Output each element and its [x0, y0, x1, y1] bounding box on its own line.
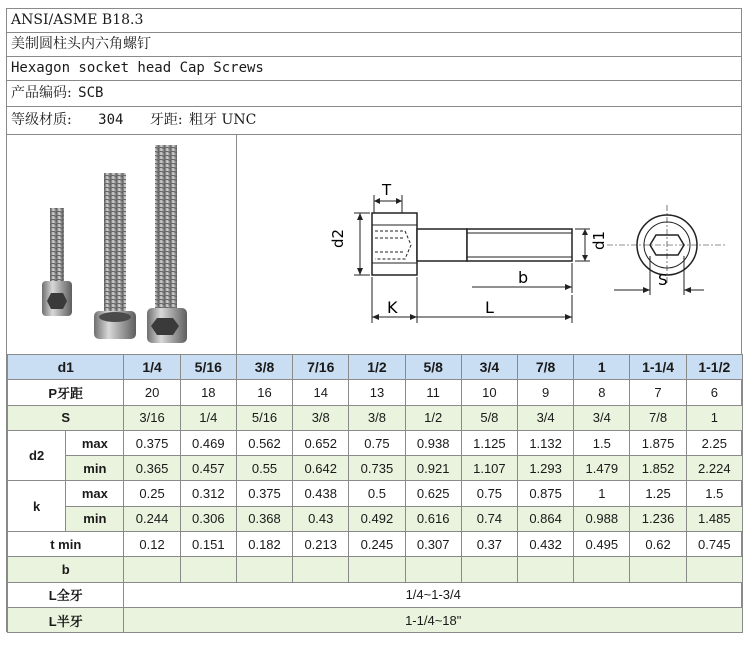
t-min-cell: 0.307: [405, 532, 461, 557]
row-label-d1: d1: [8, 355, 124, 380]
k-max-cell: 0.875: [518, 481, 574, 506]
row-label-d2: d2: [8, 430, 66, 481]
thread-outline: [467, 229, 572, 261]
b-cell: [574, 557, 630, 582]
s-cell: 3/4: [518, 405, 574, 430]
dim-T-label: T: [382, 181, 392, 199]
pitch-cell: 6: [686, 380, 742, 405]
grade-value: 304: [98, 112, 124, 128]
t-min-cell: 0.432: [518, 532, 574, 557]
d2-max-cell: 1.132: [518, 430, 574, 455]
k-min-cell: 0.306: [180, 506, 236, 531]
pitch-cell: 18: [180, 380, 236, 405]
b-cell: [349, 557, 405, 582]
row-pitch: [8, 380, 743, 405]
head-outline: [372, 213, 417, 275]
spec-sheet: [6, 8, 742, 632]
sub-label-max: max: [66, 481, 124, 506]
k-max-cell: 0.25: [124, 481, 180, 506]
k-max-cell: 1.5: [686, 481, 742, 506]
d2-max-cell: 0.75: [349, 430, 405, 455]
dim-d2-label: d2: [329, 228, 347, 248]
row-l-full: [8, 582, 743, 607]
image-divider: [236, 135, 237, 355]
size-cell: 7/16: [293, 355, 349, 380]
row-l-half: [8, 607, 743, 632]
k-min-cell: 1.236: [630, 506, 686, 531]
sub-label-max: max: [66, 430, 124, 455]
row-k-min: [8, 506, 743, 531]
k-min-cell: 0.616: [405, 506, 461, 531]
t-min-cell: 0.495: [574, 532, 630, 557]
l-half-value: 1-1/4~18": [124, 607, 743, 632]
s-cell: 7/8: [630, 405, 686, 430]
screw-drawing: [242, 135, 737, 353]
d2-min-cell: 1.293: [518, 456, 574, 481]
pitch-cell: 9: [518, 380, 574, 405]
s-cell: 1: [686, 405, 742, 430]
d2-max-cell: 1.5: [574, 430, 630, 455]
row-k-max: [8, 481, 743, 506]
size-cell: 7/8: [518, 355, 574, 380]
b-cell: [293, 557, 349, 582]
t-min-cell: 0.745: [686, 532, 742, 557]
t-min-cell: 0.12: [124, 532, 180, 557]
d2-max-cell: 0.652: [293, 430, 349, 455]
l-full-value: 1/4~1-3/4: [124, 582, 743, 607]
b-cell: [461, 557, 517, 582]
pitch-cell: 16: [236, 380, 292, 405]
title-cn-text: 美制圆柱头内六角螺钉: [11, 36, 151, 52]
spec-table: [7, 354, 743, 633]
t-min-cell: 0.213: [293, 532, 349, 557]
row-label-l-half: L半牙: [8, 607, 124, 632]
code-value: SCB: [78, 85, 104, 101]
standard-row: [7, 9, 741, 33]
code-label: 产品编码:: [11, 85, 72, 101]
row-d1: [8, 355, 743, 380]
sub-label-min: min: [66, 456, 124, 481]
d2-min-cell: 1.852: [630, 456, 686, 481]
pitch-cell: 13: [349, 380, 405, 405]
pitch-cell: 14: [293, 380, 349, 405]
d2-min-cell: 0.457: [180, 456, 236, 481]
dim-S-label: S: [658, 271, 668, 289]
k-min-cell: 0.74: [461, 506, 517, 531]
dim-K-label: K: [387, 298, 398, 317]
k-min-cell: 0.864: [518, 506, 574, 531]
d2-min-cell: 1.479: [574, 456, 630, 481]
pitch-label: 牙距:: [149, 112, 183, 128]
k-min-cell: 0.368: [236, 506, 292, 531]
d2-min-cell: 2.224: [686, 456, 742, 481]
grade-row: [7, 107, 741, 135]
title-en-row: [7, 57, 741, 81]
size-cell: 1-1/2: [686, 355, 742, 380]
size-cell: 5/16: [180, 355, 236, 380]
t-min-cell: 0.62: [630, 532, 686, 557]
size-cell: 3/4: [461, 355, 517, 380]
b-cell: [124, 557, 180, 582]
k-min-cell: 0.244: [124, 506, 180, 531]
s-cell: 3/8: [293, 405, 349, 430]
d2-max-cell: 0.375: [124, 430, 180, 455]
size-cell: 3/8: [236, 355, 292, 380]
row-d2-max: [8, 430, 743, 455]
s-cell: 5/16: [236, 405, 292, 430]
b-cell: [405, 557, 461, 582]
d2-min-cell: 0.921: [405, 456, 461, 481]
b-cell: [180, 557, 236, 582]
d2-min-cell: 1.107: [461, 456, 517, 481]
standard-text: ANSI/ASME B18.3: [11, 12, 144, 28]
sub-label-min: min: [66, 506, 124, 531]
size-cell: 5/8: [405, 355, 461, 380]
grade-label: 等级材质:: [11, 112, 72, 128]
row-tmin: [8, 532, 743, 557]
t-min-cell: 0.245: [349, 532, 405, 557]
pitch-cell: 20: [124, 380, 180, 405]
s-cell: 5/8: [461, 405, 517, 430]
large-screw-thread: [155, 145, 177, 310]
size-cell: 1-1/4: [630, 355, 686, 380]
k-max-cell: 0.625: [405, 481, 461, 506]
d2-min-cell: 0.735: [349, 456, 405, 481]
code-row: [7, 81, 741, 107]
d2-max-cell: 1.875: [630, 430, 686, 455]
k-max-cell: 0.438: [293, 481, 349, 506]
k-min-cell: 0.43: [293, 506, 349, 531]
d2-min-cell: 0.365: [124, 456, 180, 481]
k-max-cell: 1: [574, 481, 630, 506]
title-cn-row: [7, 33, 741, 57]
pitch-cell: 7: [630, 380, 686, 405]
shank-outline: [417, 229, 467, 261]
pitch-value: 粗牙 UNC: [189, 112, 257, 128]
row-s: [8, 405, 743, 430]
t-min-cell: 0.151: [180, 532, 236, 557]
pitch-cell: 10: [461, 380, 517, 405]
pitch-cell: 11: [405, 380, 461, 405]
dim-d1-label: d1: [590, 230, 608, 250]
b-cell: [236, 557, 292, 582]
k-max-cell: 0.75: [461, 481, 517, 506]
s-cell: 1/4: [180, 405, 236, 430]
k-max-cell: 1.25: [630, 481, 686, 506]
small-screw-thread: [50, 208, 64, 283]
size-cell: 1: [574, 355, 630, 380]
row-label-b: b: [8, 557, 124, 582]
t-min-cell: 0.37: [461, 532, 517, 557]
k-max-cell: 0.312: [180, 481, 236, 506]
k-min-cell: 0.988: [574, 506, 630, 531]
b-cell: [686, 557, 742, 582]
row-d2-min: [8, 456, 743, 481]
d2-max-cell: 0.469: [180, 430, 236, 455]
s-cell: 3/16: [124, 405, 180, 430]
pitch-cell: 8: [574, 380, 630, 405]
k-min-cell: 1.485: [686, 506, 742, 531]
s-cell: 3/8: [349, 405, 405, 430]
b-cell: [518, 557, 574, 582]
dim-b-label: b: [518, 268, 529, 287]
dim-L-label: L: [485, 298, 494, 317]
row-label-l-full: L全牙: [8, 582, 124, 607]
k-min-cell: 0.492: [349, 506, 405, 531]
t-min-cell: 0.182: [236, 532, 292, 557]
b-cell: [630, 557, 686, 582]
title-en-text: Hexagon socket head Cap Screws: [11, 60, 264, 76]
row-label-k: k: [8, 481, 66, 532]
s-cell: 1/2: [405, 405, 461, 430]
medium-screw-thread: [104, 173, 126, 313]
s-cell: 3/4: [574, 405, 630, 430]
d2-min-cell: 0.55: [236, 456, 292, 481]
size-cell: 1/2: [349, 355, 405, 380]
d2-max-cell: 2.25: [686, 430, 742, 455]
row-label-s: S: [8, 405, 124, 430]
d2-max-cell: 1.125: [461, 430, 517, 455]
d2-max-cell: 0.562: [236, 430, 292, 455]
image-row: [7, 135, 741, 355]
row-label-tmin: t min: [8, 532, 124, 557]
d2-min-cell: 0.642: [293, 456, 349, 481]
row-label-pitch: P牙距: [8, 380, 124, 405]
row-b: [8, 557, 743, 582]
k-max-cell: 0.375: [236, 481, 292, 506]
k-max-cell: 0.5: [349, 481, 405, 506]
screws-photo: [27, 143, 227, 348]
d2-max-cell: 0.938: [405, 430, 461, 455]
size-cell: 1/4: [124, 355, 180, 380]
